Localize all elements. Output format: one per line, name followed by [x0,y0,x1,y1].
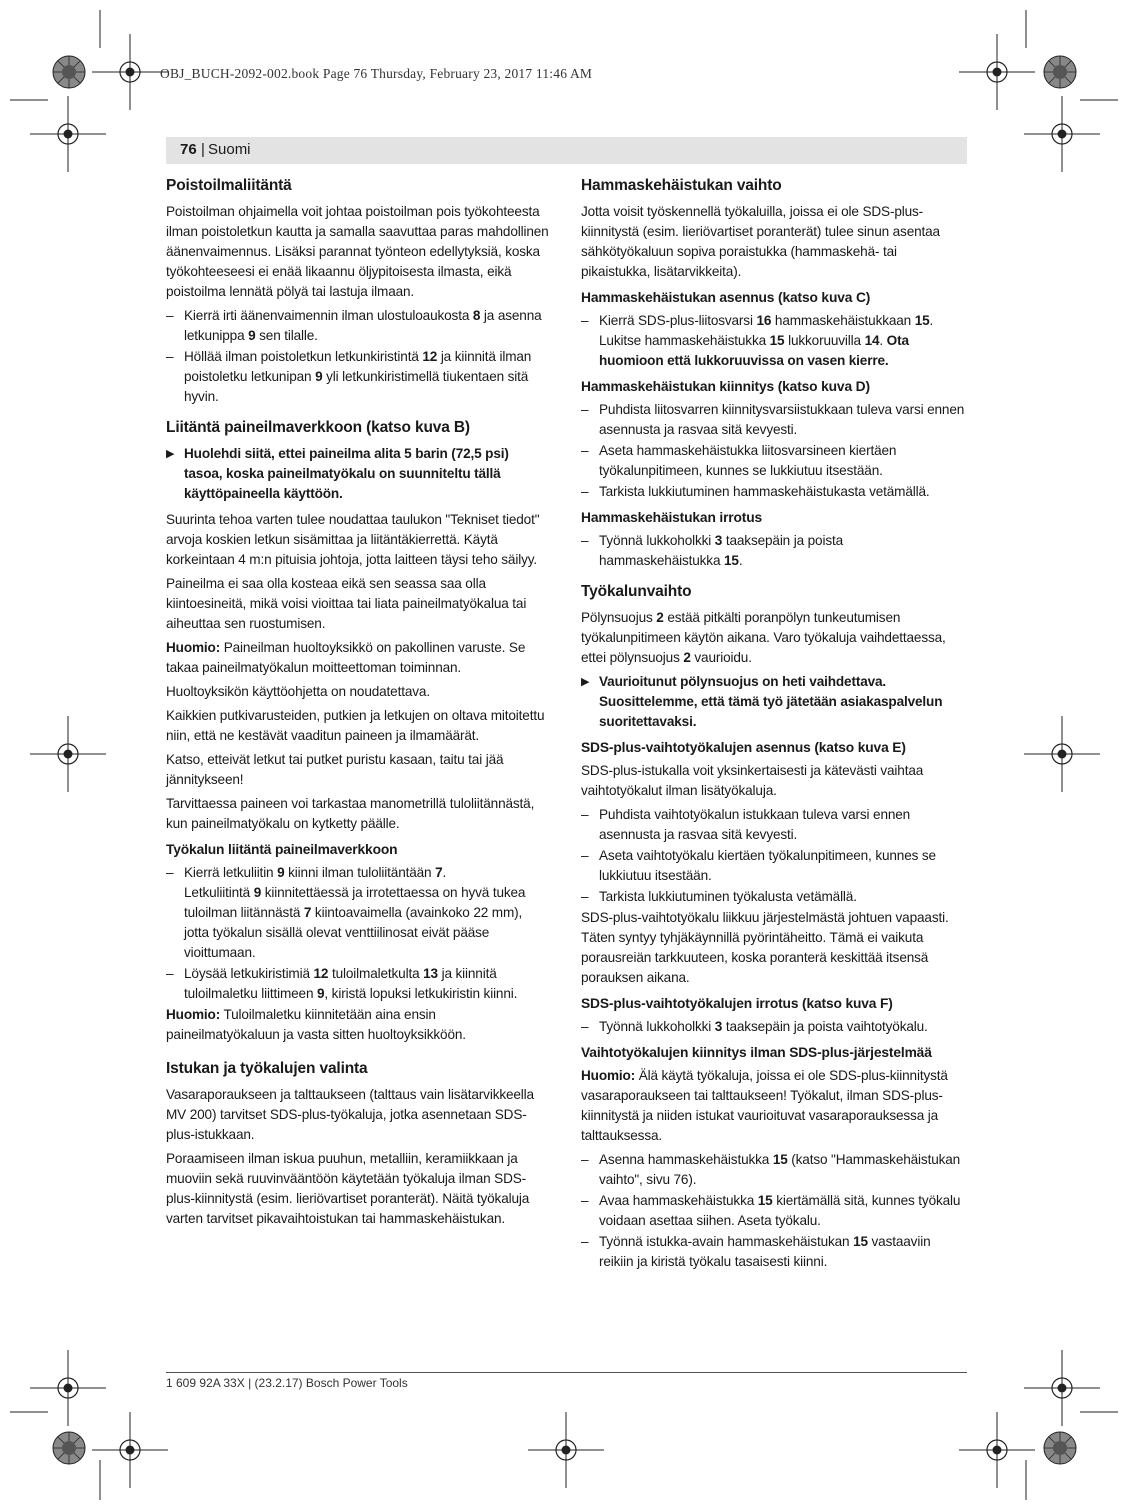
header-separator: | [201,141,205,158]
list-item: – Työnnä istukka-avain hammaskehäistukan 15 vastaaviin reikiin ja kiristä työkalu tasaisesti kiinni. [581,1234,931,1269]
left-column [166,176,550,1233]
heading-sds-irrotus: SDS-plus-vaihtotyökalujen irrotus (katso kuva F) [581,996,893,1011]
heading-istukan-valinta: Istukan ja työkalujen valinta [166,1060,368,1077]
list-item: – Työnnä lukkoholkki 3 taaksepäin ja poista vaihtotyökalu. [581,1019,928,1034]
page-header [166,137,967,164]
paragraph: SDS-plus-vaihtotyökalu liikkuu järjestelmästä johtuen vapaasti. Täten syntyy tyhjäkäynnillä pyörintäheitto. Tämä ei vaikuta porausreiän tarkkuuteen, koska poranterä keskittää itsensä porauksen aikana. [581,910,949,985]
note: Huomio: Tuloilmaletku kiinnitetään aina ensin paineilmatyökaluun ja vasta sitten huoltoyksikköön. [166,1007,466,1042]
list-item: – Työnnä lukkoholkki 3 taaksepäin ja poista hammaskehäistukka 15. [581,533,844,568]
warning-item: ▶ Vaurioitunut pölynsuojus on heti vaihdettava. Suosittelemme, että tämä työ jätetään asiakaspalvelun suoritettavaksi. [581,674,943,729]
heading-hammaskehaistukan-vaihto: Hammaskehäistukan vaihto [581,177,782,194]
page-number: 76 [180,141,197,158]
paragraph: Vasaraporaukseen ja talttaukseen (talttaus vain lisätarvikkeella MV 200) tarvitset SDS-plus-työkaluja, jotka asennetaan SDS-plus-istukkaan. [166,1087,534,1142]
note: Huomio: Paineilman huoltoyksikkö on pakollinen varuste. Se takaa paineilmatyökalun moitteettoman toiminnan. [166,640,526,675]
list-item: – Avaa hammaskehäistukka 15 kiertämällä sitä, kunnes työkalu voidaan asettaa siihen. Aseta työkalu. [581,1193,961,1228]
list-item: – Höllää ilman poistoletkun letkunkiristintä 12 ja kiinnitä ilman poistoletku letkunipan 9 yli letkunkiristimellä tiukentaen sitä hyvin. [166,349,532,404]
header-language: Suomi [208,141,251,158]
paragraph: Suurinta tehoa varten tulee noudattaa taulukon "Tekniset tiedot" arvoja koskien letkun sisämittaa ja liitäntäkierrettä. Käytä korkeintaan 4 m:n pituisia johtoja, jotta laitteen täysi teho säilyy. [166,512,540,567]
list-item: – Asenna hammaskehäistukka 15 (katso "Hammaskehäistukan vaihto", sivu 76). [581,1152,961,1187]
paragraph: Tarvittaessa paineen voi tarkastaa manometrillä tuloliitännästä, kun paineilmatyökalu on kytketty päälle. [166,796,535,831]
list-item: – Kierrä SDS-plus-liitosvarsi 16 hammaskehäistukkaan 15. Lukitse hammaskehäistukka 15 lukkoruuvilla 14. Ota huomioon että lukkoruuvissa on vasen kierre. [581,313,934,368]
paragraph: Poistoilman ohjaimella voit johtaa poistoilman pois työkohteesta ilman poistoletkun kautta ja samalla saavuttaa paras mahdollinen äänenvaimennus. Lisäksi parannat työnteon edellytyksiä, koska työkohteeseesi ei enää likaannu öljypitoisesta ilmasta, eikä poistoilma lennätä pölyä tai lastuja ilmaan. [166,204,549,299]
paragraph: Jotta voisit työskennellä työkaluilla, joissa ei ole SDS-plus-kiinnitystä (esim. lieriövartiset poranterät) tulee sinun asentaa sähkötyökaluun sopiva poraistukka (hammaskehä- tai pikaistukka, lisätarvikkeita). [581,204,940,279]
paragraph: SDS-plus-istukalla voit yksinkertaisesti ja kätevästi vaihtaa vaihtotyökalut ilman lisätyökaluja. [581,763,924,798]
paragraph: Poraamiseen ilman iskua puuhun, metalliin, keramiikkaan ja muoviin sekä ruuvinvääntöön käytetään työkaluja ilman SDS-plus-kiinnitystä (esim. lieriövartiset poranterät). Näitä työkaluja varten tarvitset pikavaihtoistukan tai hammaskehäistukan. [166,1151,530,1226]
list-item: – Aseta vaihtotyökalu kiertäen työkalunpitimeen, kunnes se lukkiutuu itsestään. [581,848,936,883]
list-item: – Löysää letkukiristimiä 12 tuloilmaletkulta 13 ja kiinnitä tuloilmaletku liittimeen 9, kiristä lopuksi letkukiristin kiinni. [166,966,518,1001]
paragraph: Katso, etteivät letkut tai putket puristu kasaan, taitu tai jää jännitykseen! [166,752,504,787]
list-item: – Kierrä irti äänenvaimennin ilman ulostuloaukosta 8 ja asenna letkunippa 9 sen tilalle. [166,308,542,343]
heading-ilman-sds: Vaihtotyökalujen kiinnitys ilman SDS-plus-järjestelmää [581,1045,932,1060]
list-item: – Kierrä letkuliitin 9 kiinni ilman tuloliitäntään 7. Letkuliitintä 9 kiinnitettäessä ja irrotettaessa on hyvä tukea tuloilman liitännästä 7 kiintoavaimella (avainkoko 22 mm), jotta työkalun sisällä olevat venttiilinosat eivät pääse vioittumaan. [166,865,526,960]
heading-irrotus: Hammaskehäistukan irrotus [581,510,763,525]
right-column [581,176,965,1273]
heading-tyokalunvaihto: Työkalunvaihto [581,583,692,600]
list-item: – Puhdista vaihtotyökalun istukkaan tuleva varsi ennen asennusta ja rasvaa sitä kevyesti. [581,807,911,842]
heading-asennus: Hammaskehäistukan asennus (katso kuva C) [581,290,871,305]
triangle-bullet-icon: ▶ [581,676,590,688]
footer-rule [166,1372,967,1373]
warning-item: ▶ Huolehdi siitä, ettei paineilma alita 5 barin (72,5 psi) tasoa, koska paineilmatyökalu on suunniteltu tällä käyttöpaineella käyttöön. [166,446,509,501]
list-item: – Tarkista lukkiutuminen hammaskehäistukasta vetämällä. [581,484,930,499]
heading-sds-asennus: SDS-plus-vaihtotyökalujen asennus (katso kuva E) [581,740,906,755]
heading-liitanta-paineilmaverkkoon: Liitäntä paineilmaverkkoon (katso kuva B) [166,419,470,436]
heading-tyokalun-liitanta: Työkalun liitäntä paineilmaverkkoon [166,842,398,857]
paragraph: Kaikkien putkivarusteiden, putkien ja letkujen on oltava mitoitettu niin, että ne kestävät vaaditun paineen ja ilmamäärät. [166,708,545,743]
triangle-bullet-icon: ▶ [166,448,175,460]
print-slug: OBJ_BUCH-2092-002.book Page 76 Thursday, February 23, 2017 11:46 AM [160,66,593,81]
list-item: – Aseta hammaskehäistukka liitosvarsineen kiertäen työkalunpitimeen, kunnes se lukkiutuu itsestään. [581,443,897,478]
note: Huomio: Älä käytä työkaluja, joissa ei ole SDS-plus-kiinnitystä vasaraporaukseen tai talttaukseen! Työkalut, ilman SDS-plus-kiinnitystä ja niiden istukat vaurioituvat vasaraporauksessa ja talttauksessa. [581,1068,948,1143]
heading-poistoilmaliitanta: Poistoilmaliitäntä [166,177,292,194]
list-item: – Puhdista liitosvarren kiinnitysvarsiistukkaan tuleva varsi ennen asennusta ja rasvaa sitä kevyesti. [581,402,965,437]
page-footer: 1 609 92A 33X | (23.2.17) Bosch Power Tools [166,1376,408,1390]
list-item: – Tarkista lukkiutuminen työkalusta vetämällä. [581,889,857,904]
paragraph: Pölynsuojus 2 estää pitkälti poranpölyn tunkeutumisen työkalunpitimeen käytön aikana. Varo työkaluja vaihdettaessa, ettei pölynsuojus 2 vaurioidu. [581,610,946,665]
paragraph: Paineilma ei saa olla kosteaa eikä sen seassa saa olla kiintoesineitä, mikä voisi vioittaa tai liata paineilmatyökalua tai aiheuttaa sen ruostumisen. [166,576,527,631]
heading-kiinnitys: Hammaskehäistukan kiinnitys (katso kuva D) [581,379,870,394]
paragraph: Huoltoyksikön käyttöohjetta on noudatettava. [166,684,430,699]
